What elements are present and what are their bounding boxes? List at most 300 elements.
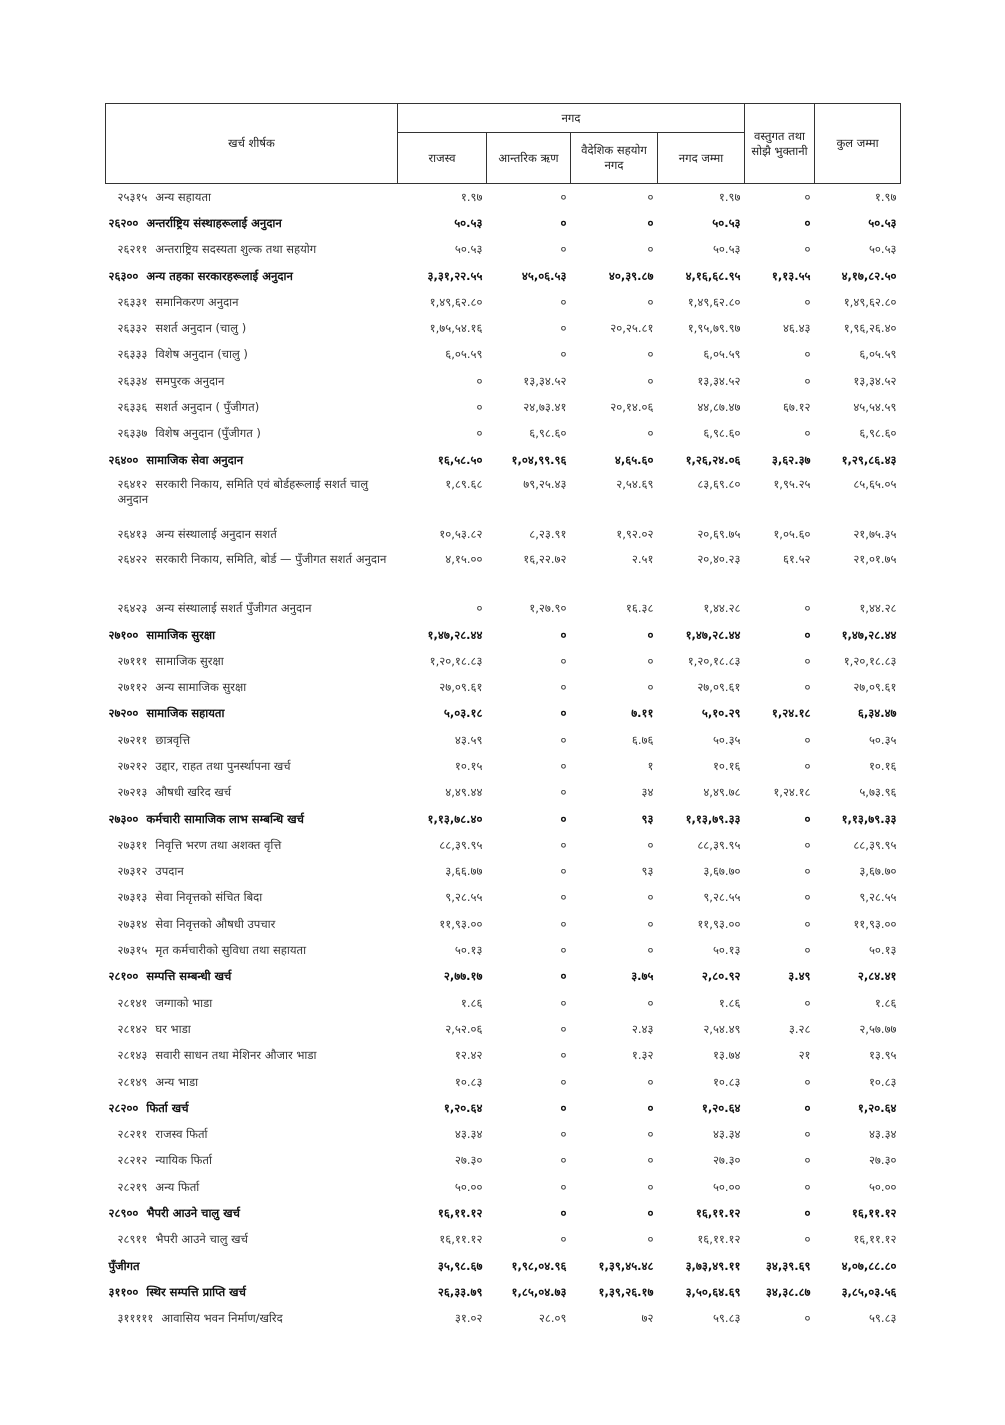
cell-revenue: २७,०९.६१ bbox=[439, 680, 483, 695]
table-row bbox=[106, 596, 901, 622]
cell-grand-total: ४३.३४ bbox=[868, 1127, 897, 1142]
table-row-group bbox=[106, 1253, 901, 1279]
cell-internal-loan: १,२७.९० bbox=[529, 601, 567, 616]
row-code: २८१४१ bbox=[117, 995, 148, 1010]
table-header bbox=[106, 104, 901, 184]
row-code: २६४१३ bbox=[117, 526, 148, 541]
row-label: उद्दार, राहत तथा पुनर्स्थापना खर्च bbox=[155, 758, 291, 773]
cell-foreign-aid: ३.७५ bbox=[631, 969, 654, 984]
cell-cash-total: १,२६,२४.०६ bbox=[685, 452, 741, 467]
header-in-kind: वस्तुगत तथा सोझै भुक्तानी bbox=[745, 104, 815, 184]
table-row-group bbox=[106, 701, 901, 727]
cell-internal-loan: ० bbox=[560, 347, 567, 362]
cell-foreign-aid: ० bbox=[647, 916, 654, 931]
cell-cash-total: ८८,३९.९५ bbox=[697, 837, 741, 852]
cell-grand-total: ४,१७,८२.५० bbox=[841, 268, 897, 283]
cell-revenue: १०.८३ bbox=[454, 1074, 483, 1089]
cell-internal-loan: ० bbox=[560, 1153, 567, 1168]
row-label: पुँजीगत bbox=[108, 1258, 140, 1273]
row-code: २७३१५ bbox=[117, 943, 148, 958]
cell-cash-total: १३,३४.५२ bbox=[697, 373, 741, 388]
table-row bbox=[106, 394, 901, 420]
table-body bbox=[106, 184, 901, 1332]
cell-revenue: ९,२८.५५ bbox=[445, 890, 483, 905]
cell-grand-total: ५०.५३ bbox=[868, 215, 897, 230]
cell-grand-total: १,२९,८६.४३ bbox=[841, 452, 897, 467]
row-label: विशेष अनुदान (चालु ) bbox=[155, 347, 248, 362]
cell-cash-total: १,१३,७९.३३ bbox=[685, 811, 741, 826]
table-row bbox=[106, 1122, 901, 1148]
cell-grand-total: ५०.१३ bbox=[868, 943, 897, 958]
cell-revenue: ० bbox=[476, 601, 483, 616]
cell-in-kind: ० bbox=[804, 1232, 811, 1247]
row-heading bbox=[106, 1306, 398, 1332]
cell-foreign-aid: ० bbox=[647, 242, 654, 257]
row-code: २७३१२ bbox=[117, 864, 148, 879]
cell-revenue: ० bbox=[476, 400, 483, 415]
row-label: अन्य सामाजिक सुरक्षा bbox=[155, 680, 247, 695]
cell-internal-loan: ० bbox=[560, 811, 567, 826]
row-label: फिर्ता खर्च bbox=[146, 1100, 189, 1115]
cell-revenue: ३,६६.७७ bbox=[445, 864, 483, 879]
cell-grand-total: १६,११.१२ bbox=[851, 1206, 897, 1221]
cell-cash-total: ९,२८.५५ bbox=[703, 890, 741, 905]
row-code: २६३३३ bbox=[117, 347, 148, 362]
cell-revenue: ११,९३.०० bbox=[439, 916, 483, 931]
cell-cash-total: ५०.३५ bbox=[712, 732, 741, 747]
cell-revenue: १०.१५ bbox=[454, 758, 483, 773]
cell-foreign-aid: ० bbox=[647, 426, 654, 441]
row-code: ३१११११ bbox=[117, 1311, 154, 1326]
document-page bbox=[105, 103, 900, 1332]
cell-foreign-aid: ० bbox=[647, 294, 654, 309]
cell-cash-total: १०.८३ bbox=[712, 1074, 741, 1089]
cell-internal-loan: ० bbox=[560, 321, 567, 336]
row-label: समानिकरण अनुदान bbox=[155, 294, 239, 309]
row-heading bbox=[106, 1148, 398, 1174]
row-code: २७१११ bbox=[117, 653, 148, 668]
cell-grand-total: १,४७,२८.४४ bbox=[841, 627, 897, 642]
row-heading bbox=[106, 473, 398, 521]
cell-foreign-aid: २०,१४.०६ bbox=[610, 400, 654, 415]
row-label: भैपरी आउने चालु खर्च bbox=[146, 1206, 240, 1221]
cell-revenue: १,४७,२८.४४ bbox=[427, 627, 483, 642]
cell-internal-loan: ० bbox=[560, 995, 567, 1010]
table-row bbox=[106, 859, 901, 885]
cell-in-kind: ० bbox=[804, 916, 811, 931]
cell-foreign-aid: ० bbox=[647, 680, 654, 695]
cell-in-kind: ० bbox=[804, 1153, 811, 1168]
row-heading bbox=[106, 521, 398, 547]
cell-grand-total: १६,११.१२ bbox=[853, 1232, 897, 1247]
cell-foreign-aid: ० bbox=[647, 653, 654, 668]
table-row bbox=[106, 368, 901, 394]
cell-internal-loan: ० bbox=[560, 1232, 567, 1247]
cell-grand-total: १,२०,१८.८३ bbox=[843, 653, 897, 668]
cell-in-kind: १,०५.६० bbox=[773, 526, 811, 541]
row-label: घर भाडा bbox=[155, 1021, 191, 1036]
row-heading bbox=[106, 315, 398, 341]
cell-in-kind: ३४,३८.८७ bbox=[765, 1284, 811, 1299]
row-label: अन्तर्राष्ट्रिय संस्थाहरूलाई अनुदान bbox=[146, 215, 282, 230]
cell-cash-total: २,८०.९२ bbox=[701, 969, 741, 984]
cell-in-kind: ० bbox=[804, 653, 811, 668]
cell-revenue: २,७७.१७ bbox=[443, 969, 483, 984]
cell-foreign-aid: ९३ bbox=[641, 864, 654, 879]
cell-internal-loan: १,८५,०४.७३ bbox=[511, 1284, 567, 1299]
cell-foreign-aid: ७.११ bbox=[631, 706, 654, 721]
cell-internal-loan: ० bbox=[560, 1074, 567, 1089]
cell-revenue: ३५,९८.६७ bbox=[437, 1258, 483, 1273]
row-label: सेवा निवृत्तको औषधी उपचार bbox=[155, 916, 276, 931]
row-code: २६३३२ bbox=[117, 321, 148, 336]
row-label: राजस्व फिर्ता bbox=[155, 1127, 208, 1142]
cell-cash-total: १.८६ bbox=[718, 995, 741, 1010]
cell-internal-loan: ० bbox=[560, 758, 567, 773]
cell-in-kind: ६१.५२ bbox=[782, 551, 811, 566]
row-code: २८१४२ bbox=[117, 1021, 148, 1036]
cell-in-kind: ३.४९ bbox=[788, 969, 811, 984]
cell-in-kind: ० bbox=[804, 601, 811, 616]
cell-cash-total: ११,९३.०० bbox=[697, 916, 741, 931]
cell-foreign-aid: ० bbox=[647, 1206, 654, 1221]
row-label: मृत कर्मचारीको सुविधा तथा सहायता bbox=[155, 943, 307, 958]
row-heading bbox=[106, 447, 398, 473]
cell-cash-total: ३,५०,६४.६९ bbox=[685, 1284, 741, 1299]
row-label: सरकारी निकाय, समिति एवं बोर्डहरूलाई सशर्त चालु अनुदान bbox=[117, 477, 369, 507]
row-label: सामाजिक सहायता bbox=[146, 706, 225, 721]
cell-in-kind: ३.२८ bbox=[788, 1021, 811, 1036]
cell-revenue: ८८,३९.९५ bbox=[439, 837, 483, 852]
cell-cash-total: ६,९८.६० bbox=[703, 426, 741, 441]
cell-grand-total: १३,३४.५२ bbox=[853, 373, 897, 388]
table-row bbox=[106, 753, 901, 779]
cell-foreign-aid: ० bbox=[647, 1074, 654, 1089]
cell-grand-total: ६,३४.४७ bbox=[857, 706, 897, 721]
cell-foreign-aid: २,५४.६९ bbox=[616, 477, 654, 492]
cell-internal-loan: ० bbox=[560, 653, 567, 668]
row-heading bbox=[106, 1043, 398, 1069]
cell-foreign-aid: ० bbox=[647, 347, 654, 362]
cell-internal-loan: ० bbox=[560, 1127, 567, 1142]
cell-revenue: १६,११.१२ bbox=[437, 1206, 483, 1221]
cell-foreign-aid: ० bbox=[647, 1179, 654, 1194]
cell-grand-total: ६,९८.६० bbox=[859, 426, 897, 441]
cell-cash-total: २०,४०.२३ bbox=[697, 551, 741, 566]
row-heading bbox=[106, 911, 398, 937]
cell-foreign-aid: १.३२ bbox=[631, 1048, 654, 1063]
row-heading bbox=[106, 237, 398, 263]
cell-foreign-aid: ४०,३९.८७ bbox=[608, 268, 654, 283]
row-code: २८९०० bbox=[108, 1206, 139, 1221]
row-code: २७२१२ bbox=[117, 758, 148, 773]
cell-in-kind: ० bbox=[804, 1179, 811, 1194]
cell-internal-loan: ० bbox=[560, 943, 567, 958]
cell-in-kind: २१ bbox=[798, 1048, 811, 1063]
row-heading bbox=[106, 548, 398, 596]
row-heading bbox=[106, 1069, 398, 1095]
row-label: आवासिय भवन निर्माण/खरिद bbox=[161, 1311, 283, 1326]
cell-cash-total: १,४४.२८ bbox=[703, 601, 741, 616]
cell-in-kind: ० bbox=[804, 995, 811, 1010]
row-label: छात्रवृत्ति bbox=[155, 732, 191, 747]
cell-foreign-aid: ० bbox=[647, 189, 654, 204]
row-heading bbox=[106, 421, 398, 447]
cell-foreign-aid: ० bbox=[647, 1232, 654, 1247]
row-label: सशर्त अनुदान (चालु ) bbox=[155, 321, 247, 336]
cell-grand-total: ४,०७,८८.८० bbox=[841, 1258, 897, 1273]
row-label: अन्तराष्ट्रिय सदस्यता शुल्क तथा सहयोग bbox=[155, 242, 317, 257]
cell-revenue: २,५२.०६ bbox=[445, 1021, 483, 1036]
cell-cash-total: ५०.०० bbox=[712, 1179, 741, 1194]
cell-in-kind: ३४,३९.६९ bbox=[765, 1258, 811, 1273]
cell-cash-total: २०,६९.७५ bbox=[697, 526, 741, 541]
row-code: २७२०० bbox=[108, 706, 139, 721]
cell-internal-loan: ० bbox=[560, 627, 567, 642]
table-row bbox=[106, 911, 901, 937]
table-row bbox=[106, 937, 901, 963]
cell-revenue: १२.४२ bbox=[454, 1048, 483, 1063]
row-label: कर्मचारी सामाजिक लाभ सम्बन्धि खर्च bbox=[146, 811, 304, 826]
row-heading bbox=[106, 394, 398, 420]
cell-grand-total: २,८४.४१ bbox=[857, 969, 897, 984]
row-heading bbox=[106, 990, 398, 1016]
cell-foreign-aid: १,९२.०२ bbox=[616, 526, 654, 541]
cell-revenue: ३,३१,२२.५५ bbox=[427, 268, 483, 283]
cell-foreign-aid: ६.७६ bbox=[631, 732, 654, 747]
cell-grand-total: १३.९५ bbox=[868, 1048, 897, 1063]
row-code: २७११२ bbox=[117, 680, 148, 695]
cell-internal-loan: ० bbox=[560, 890, 567, 905]
cell-grand-total: ९,२८.५५ bbox=[859, 890, 897, 905]
cell-grand-total: ११,९३.०० bbox=[853, 916, 897, 931]
cell-cash-total: १६,११.१२ bbox=[697, 1232, 741, 1247]
cell-grand-total: ४५,५४.५९ bbox=[853, 400, 897, 415]
cell-revenue: २७.३० bbox=[454, 1153, 483, 1168]
row-code: २६३३७ bbox=[117, 426, 148, 441]
cell-in-kind: ० bbox=[804, 811, 811, 826]
cell-foreign-aid: १,३९,२६.१७ bbox=[598, 1284, 654, 1299]
row-heading bbox=[106, 289, 398, 315]
cell-in-kind: ० bbox=[804, 1127, 811, 1142]
table-row bbox=[106, 421, 901, 447]
cell-cash-total: ४,४९.७८ bbox=[703, 785, 741, 800]
row-heading bbox=[106, 937, 398, 963]
row-heading bbox=[106, 1227, 398, 1253]
cell-grand-total: १,४४.२८ bbox=[859, 601, 897, 616]
row-heading bbox=[106, 368, 398, 394]
cell-grand-total: १.९७ bbox=[874, 189, 897, 204]
cell-in-kind: ० bbox=[804, 242, 811, 257]
cell-internal-loan: ८,२३.९१ bbox=[529, 526, 567, 541]
cell-revenue: ५०.१३ bbox=[454, 943, 483, 958]
cell-grand-total: १,१३,७९.३३ bbox=[841, 811, 897, 826]
cell-cash-total: १,२०,१८.८३ bbox=[687, 653, 741, 668]
row-code: २८२१२ bbox=[117, 1153, 148, 1168]
cell-internal-loan: ० bbox=[560, 215, 567, 230]
row-heading bbox=[106, 1016, 398, 1042]
cell-internal-loan: ० bbox=[560, 785, 567, 800]
cell-in-kind: ० bbox=[804, 215, 811, 230]
cell-revenue: २६,३३.७९ bbox=[437, 1284, 483, 1299]
table-row-group bbox=[106, 1279, 901, 1305]
row-code: २७३०० bbox=[108, 811, 139, 826]
row-label: स्थिर सम्पत्ति प्राप्ति खर्च bbox=[146, 1284, 246, 1299]
expenditure-table bbox=[105, 103, 901, 1332]
cell-revenue: १,४९,६२.८० bbox=[429, 294, 483, 309]
header-foreign-aid: वैदेशिक सहयोग नगद bbox=[571, 133, 658, 184]
table-row bbox=[106, 237, 901, 263]
cell-grand-total: ८८,३९.९५ bbox=[853, 837, 897, 852]
cell-cash-total: ५,१०.२९ bbox=[701, 706, 741, 721]
cell-internal-loan: १,०४,९९.९६ bbox=[511, 452, 567, 467]
row-code: २६४२३ bbox=[117, 601, 148, 616]
cell-cash-total: ५०.१३ bbox=[712, 943, 741, 958]
cell-internal-loan: ० bbox=[560, 1179, 567, 1194]
row-code: २८२०० bbox=[108, 1100, 139, 1115]
cell-revenue: १६,११.१२ bbox=[439, 1232, 483, 1247]
cell-foreign-aid: २.५१ bbox=[631, 551, 654, 566]
cell-revenue: १.८६ bbox=[460, 995, 483, 1010]
cell-foreign-aid: ० bbox=[647, 373, 654, 388]
cell-foreign-aid: १,३९,४५.४८ bbox=[598, 1258, 654, 1273]
row-code: २७१०० bbox=[108, 627, 139, 642]
cell-grand-total: १०.१६ bbox=[868, 758, 897, 773]
cell-internal-loan: ४५,०६.५३ bbox=[521, 268, 567, 283]
cell-in-kind: ० bbox=[804, 1074, 811, 1089]
cell-grand-total: ८५,६५.०५ bbox=[853, 477, 897, 492]
row-code: २७३११ bbox=[117, 837, 148, 852]
row-heading bbox=[106, 1174, 398, 1200]
cell-foreign-aid: २.४३ bbox=[631, 1021, 654, 1036]
row-heading bbox=[106, 832, 398, 858]
cell-in-kind: ० bbox=[804, 627, 811, 642]
row-label: सवारी साधन तथा मेशिनर औजार भाडा bbox=[155, 1048, 317, 1063]
cell-grand-total: १,२०.६४ bbox=[857, 1100, 897, 1115]
row-heading bbox=[106, 1200, 398, 1226]
table-row bbox=[106, 1306, 901, 1332]
cell-grand-total: १०.८३ bbox=[868, 1074, 897, 1089]
header-expense-title: खर्च शीर्षक bbox=[106, 104, 398, 184]
cell-cash-total: २,५४.४९ bbox=[703, 1021, 741, 1036]
cell-revenue: ५०.५३ bbox=[454, 242, 483, 257]
row-label: अन्य सहायता bbox=[155, 189, 211, 204]
cell-internal-loan: १६,२२.७२ bbox=[523, 551, 567, 566]
cell-in-kind: ० bbox=[804, 426, 811, 441]
table-row bbox=[106, 289, 901, 315]
cell-internal-loan: १३,३४.५२ bbox=[523, 373, 567, 388]
cell-in-kind: १,१३.५५ bbox=[771, 268, 811, 283]
cell-cash-total: १.९७ bbox=[718, 189, 741, 204]
row-label: सम्पत्ति सम्बन्धी खर्च bbox=[146, 969, 232, 984]
cell-in-kind: ३,६२.३७ bbox=[771, 452, 811, 467]
row-heading bbox=[106, 1253, 398, 1279]
cell-foreign-aid: १ bbox=[647, 758, 654, 773]
cell-internal-loan: ० bbox=[560, 1048, 567, 1063]
cell-foreign-aid: ० bbox=[647, 1100, 654, 1115]
cell-grand-total: १,९६,२६.४० bbox=[843, 321, 897, 336]
table-row-group bbox=[106, 622, 901, 648]
cell-cash-total: १०.१६ bbox=[712, 758, 741, 773]
row-label: भैपरी आउने चालु खर्च bbox=[155, 1232, 248, 1247]
cell-foreign-aid: ० bbox=[647, 995, 654, 1010]
cell-revenue: ० bbox=[476, 373, 483, 388]
row-label: अन्य संस्थालाई अनुदान सशर्त bbox=[155, 526, 277, 541]
cell-in-kind: ० bbox=[804, 680, 811, 695]
table-row bbox=[106, 1148, 901, 1174]
cell-grand-total: १.८६ bbox=[874, 995, 897, 1010]
row-heading bbox=[106, 701, 398, 727]
row-label: समपुरक अनुदान bbox=[155, 373, 225, 388]
row-heading bbox=[106, 1095, 398, 1121]
table-row-group bbox=[106, 1095, 901, 1121]
cell-cash-total: ३,६७.७० bbox=[703, 864, 741, 879]
cell-revenue: १,८९.६८ bbox=[445, 477, 483, 492]
row-code: २६४०० bbox=[108, 452, 139, 467]
row-label: न्यायिक फिर्ता bbox=[155, 1153, 212, 1168]
row-label: सामाजिक सुरक्षा bbox=[146, 627, 216, 642]
cell-in-kind: ० bbox=[804, 732, 811, 747]
row-label: उपदान bbox=[155, 864, 184, 879]
row-code: २८२११ bbox=[117, 1127, 148, 1142]
row-heading bbox=[106, 674, 398, 700]
row-label: निवृत्ति भरण तथा अशक्त वृत्ति bbox=[155, 837, 282, 852]
row-heading bbox=[106, 727, 398, 753]
cell-grand-total: ३,६७.७० bbox=[859, 864, 897, 879]
cell-foreign-aid: ० bbox=[647, 890, 654, 905]
cell-revenue: ४,१५.०० bbox=[445, 551, 483, 566]
table-row-group bbox=[106, 263, 901, 289]
cell-internal-loan: ० bbox=[560, 837, 567, 852]
cell-in-kind: ६७.१२ bbox=[782, 400, 811, 415]
cell-revenue: १,२०.६४ bbox=[443, 1100, 483, 1115]
cell-internal-loan: ० bbox=[560, 189, 567, 204]
row-code: २६३३६ bbox=[117, 400, 148, 415]
cell-grand-total: २१,०१.७५ bbox=[853, 551, 897, 566]
cell-internal-loan: ० bbox=[560, 242, 567, 257]
cell-foreign-aid: ३४ bbox=[641, 785, 654, 800]
cell-revenue: ४,४९.४४ bbox=[445, 785, 483, 800]
table-row bbox=[106, 1069, 901, 1095]
table-row bbox=[106, 1016, 901, 1042]
cell-foreign-aid: ० bbox=[647, 1153, 654, 1168]
cell-in-kind: १,९५.२५ bbox=[773, 477, 811, 492]
cell-cash-total: ४४,८७.४७ bbox=[697, 400, 741, 415]
row-label: विशेष अनुदान (पुँजीगत ) bbox=[155, 426, 261, 441]
cell-internal-loan: ० bbox=[560, 1021, 567, 1036]
cell-revenue: १,१३,७८.४० bbox=[427, 811, 483, 826]
row-code: २७२१३ bbox=[117, 785, 148, 800]
row-code: २८१४३ bbox=[117, 1048, 148, 1063]
table-row bbox=[106, 1227, 901, 1253]
table-row bbox=[106, 315, 901, 341]
cell-foreign-aid: ० bbox=[647, 943, 654, 958]
row-code: २८१४९ bbox=[117, 1074, 148, 1089]
row-code: २८९११ bbox=[117, 1232, 148, 1247]
header-internal-loan: आन्तरिक ऋण bbox=[487, 133, 571, 184]
cell-grand-total: १,४९,६२.८० bbox=[843, 294, 897, 309]
header-cash-group: नगद bbox=[398, 104, 745, 133]
cell-grand-total: ५०.०० bbox=[868, 1179, 897, 1194]
cell-in-kind: ० bbox=[804, 943, 811, 958]
cell-cash-total: ६,०५.५९ bbox=[703, 347, 741, 362]
cell-internal-loan: ० bbox=[560, 916, 567, 931]
cell-revenue: १०,५३.८२ bbox=[439, 526, 483, 541]
cell-internal-loan: ० bbox=[560, 1206, 567, 1221]
cell-revenue: ३१.०२ bbox=[454, 1311, 483, 1326]
cell-internal-loan: ० bbox=[560, 294, 567, 309]
table-row bbox=[106, 727, 901, 753]
